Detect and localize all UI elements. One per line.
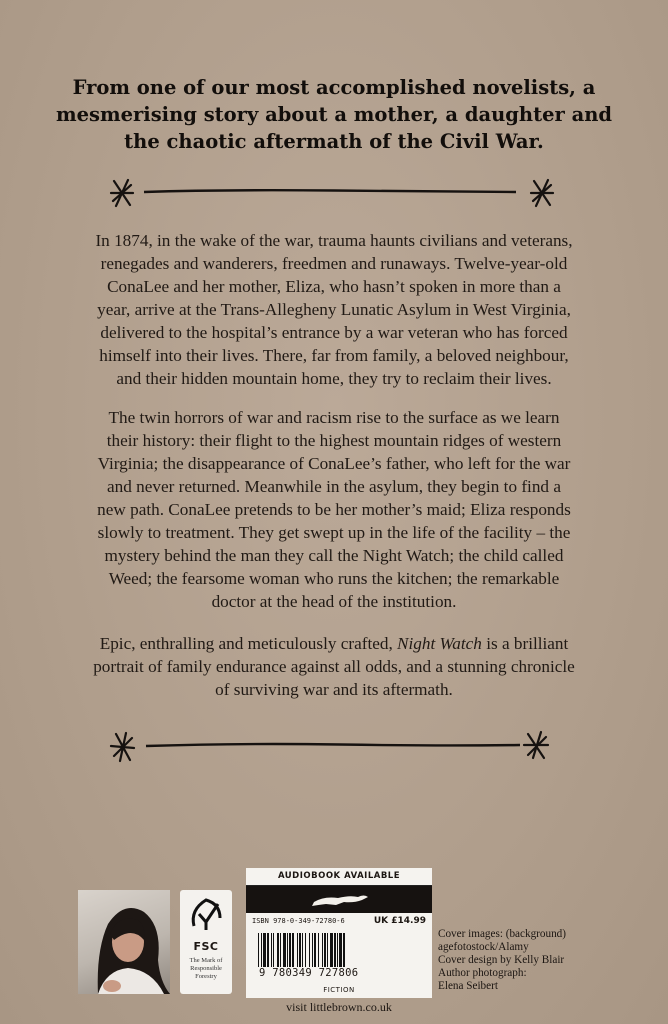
blurb-line: delivered to the hospital’s entrance by a war veteran who has forced (100, 323, 568, 342)
back-cover-footer (0, 860, 668, 1024)
blurb-line: and their hidden mountain home, they try to reclaim their lives. (116, 369, 552, 388)
isbn-text: ISBN 978-0-349-72780-6 (252, 917, 345, 925)
fsc-logo (180, 890, 232, 994)
blurb-line: slowly to treatment. They get swept up in the life of the facility – the (97, 523, 571, 542)
blurb-text: is a brilliant (481, 634, 569, 653)
blurb-line: doctor at the head of the institution. (211, 592, 457, 611)
blurb-line: mystery behind the man they call the Night Watch; the child called (104, 546, 564, 565)
tagline (40, 74, 628, 155)
top-divider (100, 174, 568, 210)
blurb-line: portrait of family endurance against all odds, and a stunning chronicle (93, 657, 575, 676)
author-photo (78, 890, 170, 994)
barcode-box (246, 868, 432, 998)
fsc-tagline-line: Forestry (195, 973, 217, 980)
blurb-line: and never returned. Meanwhile in the asylum, they begin to find a (107, 477, 561, 496)
asterisk-ornament-icon (524, 732, 548, 758)
barcode (246, 929, 432, 985)
credit-line: Cover images: (background) (438, 928, 566, 940)
barcode-digits: 9 780349 727806 (259, 967, 359, 979)
blurb-line: renegades and wanderers, freedmen and runaways. Twelve-year-old (100, 254, 568, 273)
tagline-line: From one of our most accomplished novelists, a (72, 76, 596, 99)
blurb-line (44, 632, 624, 655)
book-title: Night Watch (397, 634, 482, 653)
price: UK £14.99 (373, 916, 426, 926)
blurb-paragraph-3 (44, 632, 624, 701)
tree-check-icon (186, 896, 226, 932)
fsc-code: FSC (193, 940, 219, 953)
blurb-line: Virginia; the disappearance of ConaLee’s father, who left for the war (97, 454, 571, 473)
blurb-line: year, arrive at the Trans-Allegheny Lunatic Asylum in West Virginia, (97, 300, 571, 319)
cover-credits (438, 928, 638, 993)
isbn-row (246, 913, 432, 929)
credit-line: Author photograph: (438, 967, 527, 979)
blurb-line: In 1874, in the wake of the war, trauma haunts civilians and veterans, (95, 231, 573, 250)
blurb-line: The twin horrors of war and racism rise to the surface as we learn (108, 408, 560, 427)
divider-line (146, 744, 520, 746)
credit-line: agefotostock/Alamy (438, 941, 529, 953)
fsc-tagline-line: Responsible (190, 965, 222, 972)
blurb-line: Weed; the fearsome woman who runs the kitchen; the remarkable (108, 569, 560, 588)
blurb-line: of surviving war and its aftermath. (215, 680, 453, 699)
blurb-line: new path. ConaLee pretends to be her mother’s maid; Eliza responds (97, 500, 571, 519)
tagline-line: the chaotic aftermath of the Civil War. (124, 130, 544, 153)
blurb-line: their history: their flight to the highest mountain ridges of western (106, 431, 562, 450)
fsc-tagline (180, 957, 232, 981)
blurb-line: ConaLee and her mother, Eliza, who hasn’t spoken in more than a (107, 277, 561, 296)
blurb-paragraph-2 (44, 406, 624, 613)
blurb-line: himself into their lives. There, far from family, a beloved neighbour, (99, 346, 569, 365)
genre-label: FICTION (323, 986, 355, 994)
credit-line: Elena Seibert (438, 980, 498, 992)
tagline-line: mesmerising story about a mother, a daughter and (55, 103, 613, 126)
blurb-text: Epic, enthralling and meticulously crafted, (99, 634, 398, 653)
blurb-paragraph-1 (44, 229, 624, 390)
credit-line: Cover design by Kelly Blair (438, 954, 565, 966)
asterisk-ornament-icon (111, 733, 134, 761)
website-link[interactable]: visit littlebrown.co.uk (286, 1000, 392, 1014)
asterisk-ornament-icon (111, 180, 133, 206)
fsc-tagline-line: The Mark of (189, 957, 223, 964)
asterisk-ornament-icon (531, 180, 553, 206)
divider-line (144, 190, 516, 192)
audiobook-banner: AUDIOBOOK AVAILABLE (246, 868, 432, 886)
bottom-divider (100, 728, 568, 764)
greyhound-logo-icon (246, 886, 432, 913)
imprint-band (246, 886, 432, 913)
